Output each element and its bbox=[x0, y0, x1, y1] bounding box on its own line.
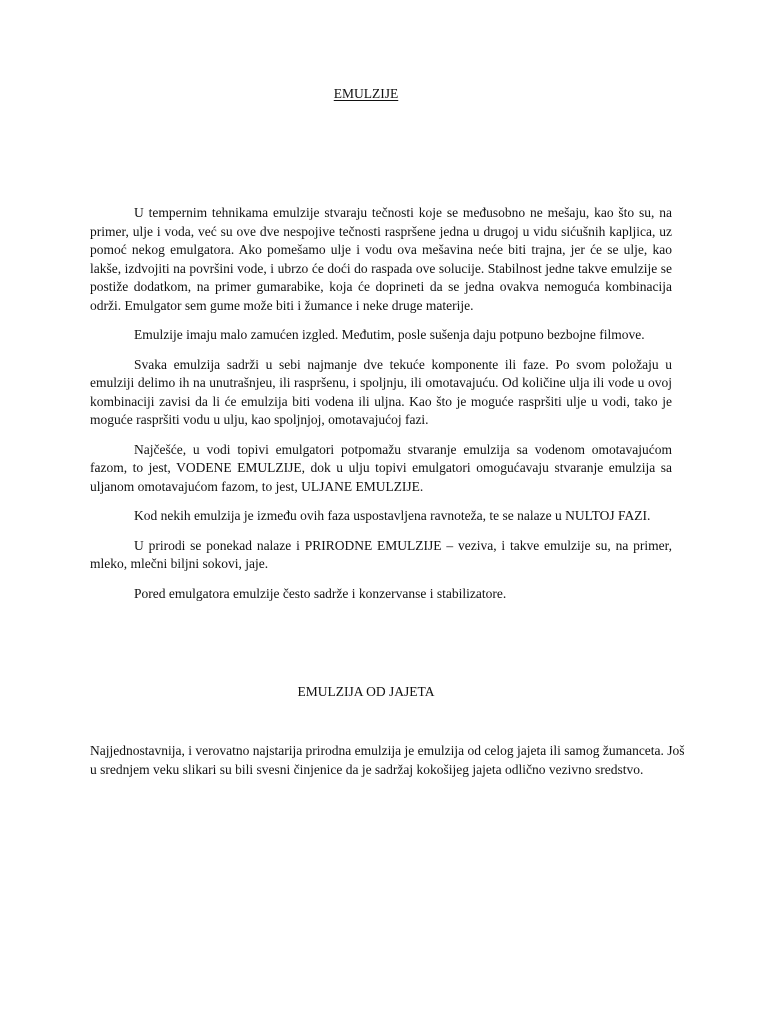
paragraph-emulsion-types: Najčešće, u vodi topivi emulgatori potpomažu stvaranje emulzija sa vodenom omotavajućom fazom, to jest, VODENE EMULZIJE, dok u ulju topivi emulgatori omogućavaju stvaranje emulzija sa uljanom omotavajućom fazom, to jest, ULJANE EMULZIJE. bbox=[90, 441, 672, 494]
paragraph-appearance: Emulzije imaju malo zamućen izgled. Međutim, posle sušenja daju potpuno bezbojne filmove. bbox=[134, 327, 645, 342]
paragraph-natural-emulsions: U prirodi se ponekad nalaze i PRIRODNE EMULZIJE – veziva, i takve emulzije su, na primer, mleko, mlečni biljni sokovi, jaje. bbox=[90, 537, 672, 571]
paragraph-egg-emulsion: Najjednostavnija, i verovatno najstarija prirodna emulzija je emulzija od celog jajeta ili samog žumanceta. Još u srednjem veku slikari su bili svesni činjenice da je sadržaj kokošijeg jajeta odlično vezivno sredstvo. bbox=[90, 743, 685, 777]
document-body bbox=[90, 204, 672, 614]
paragraph-preservatives: Pored emulgatora emulzije često sadrže i konzervanse i stabilizatore. bbox=[134, 585, 507, 601]
paragraph-phases: Svaka emulzija sadrži u sebi najmanje dve tekuće komponente ili faze. Po svom položaju u emulziji delimo ih na unutrašnjeu, ili raspršenu, i spoljnju, ili omotavajuću. Od količine ulja ili vode u ovoj kombinaciji zavisi da li će emulzija biti vodena ili uljna. Kao što je moguće raspršiti ulje u vodi, tako je moguće raspršiti vodu u ulju, kao spoljnjoj, omotavajućoj fazi. bbox=[90, 356, 672, 427]
section-title: EMULZIJA OD JAJETA bbox=[297, 684, 435, 699]
paragraph-zero-phase: Kod nekih emulzija je između ovih faza uspostavljena ravnoteža, te se nalaze u NULTOJ FAZI. bbox=[134, 508, 651, 523]
document-title: EMULZIJE bbox=[333, 86, 399, 101]
paragraph-intro: U tempernim tehnikama emulzije stvaraju tečnosti koje se međusobno ne mešaju, kao što su, na primer, ulje i voda, već su ove dve nespojive tečnosti raspršene jedna u drugoj u vidu sićušnih kapljica, uz pomoć nekog emulgatora. Ako pomešamo ulje i vodu ova mešavina neće biti trajna, jer će se ulje, kao lakše, izdvojiti na površini vode, i ubrzo će doći do raspada ove solucije. Stabilnost jedne takve emulzije se postiže dodatkom, na primer gumarabike, koja će doprineti da se jedna ovakva nemoguća kombinacija održi. Emulgator sem gume može biti i žumance i neke druge materije. bbox=[90, 205, 672, 313]
